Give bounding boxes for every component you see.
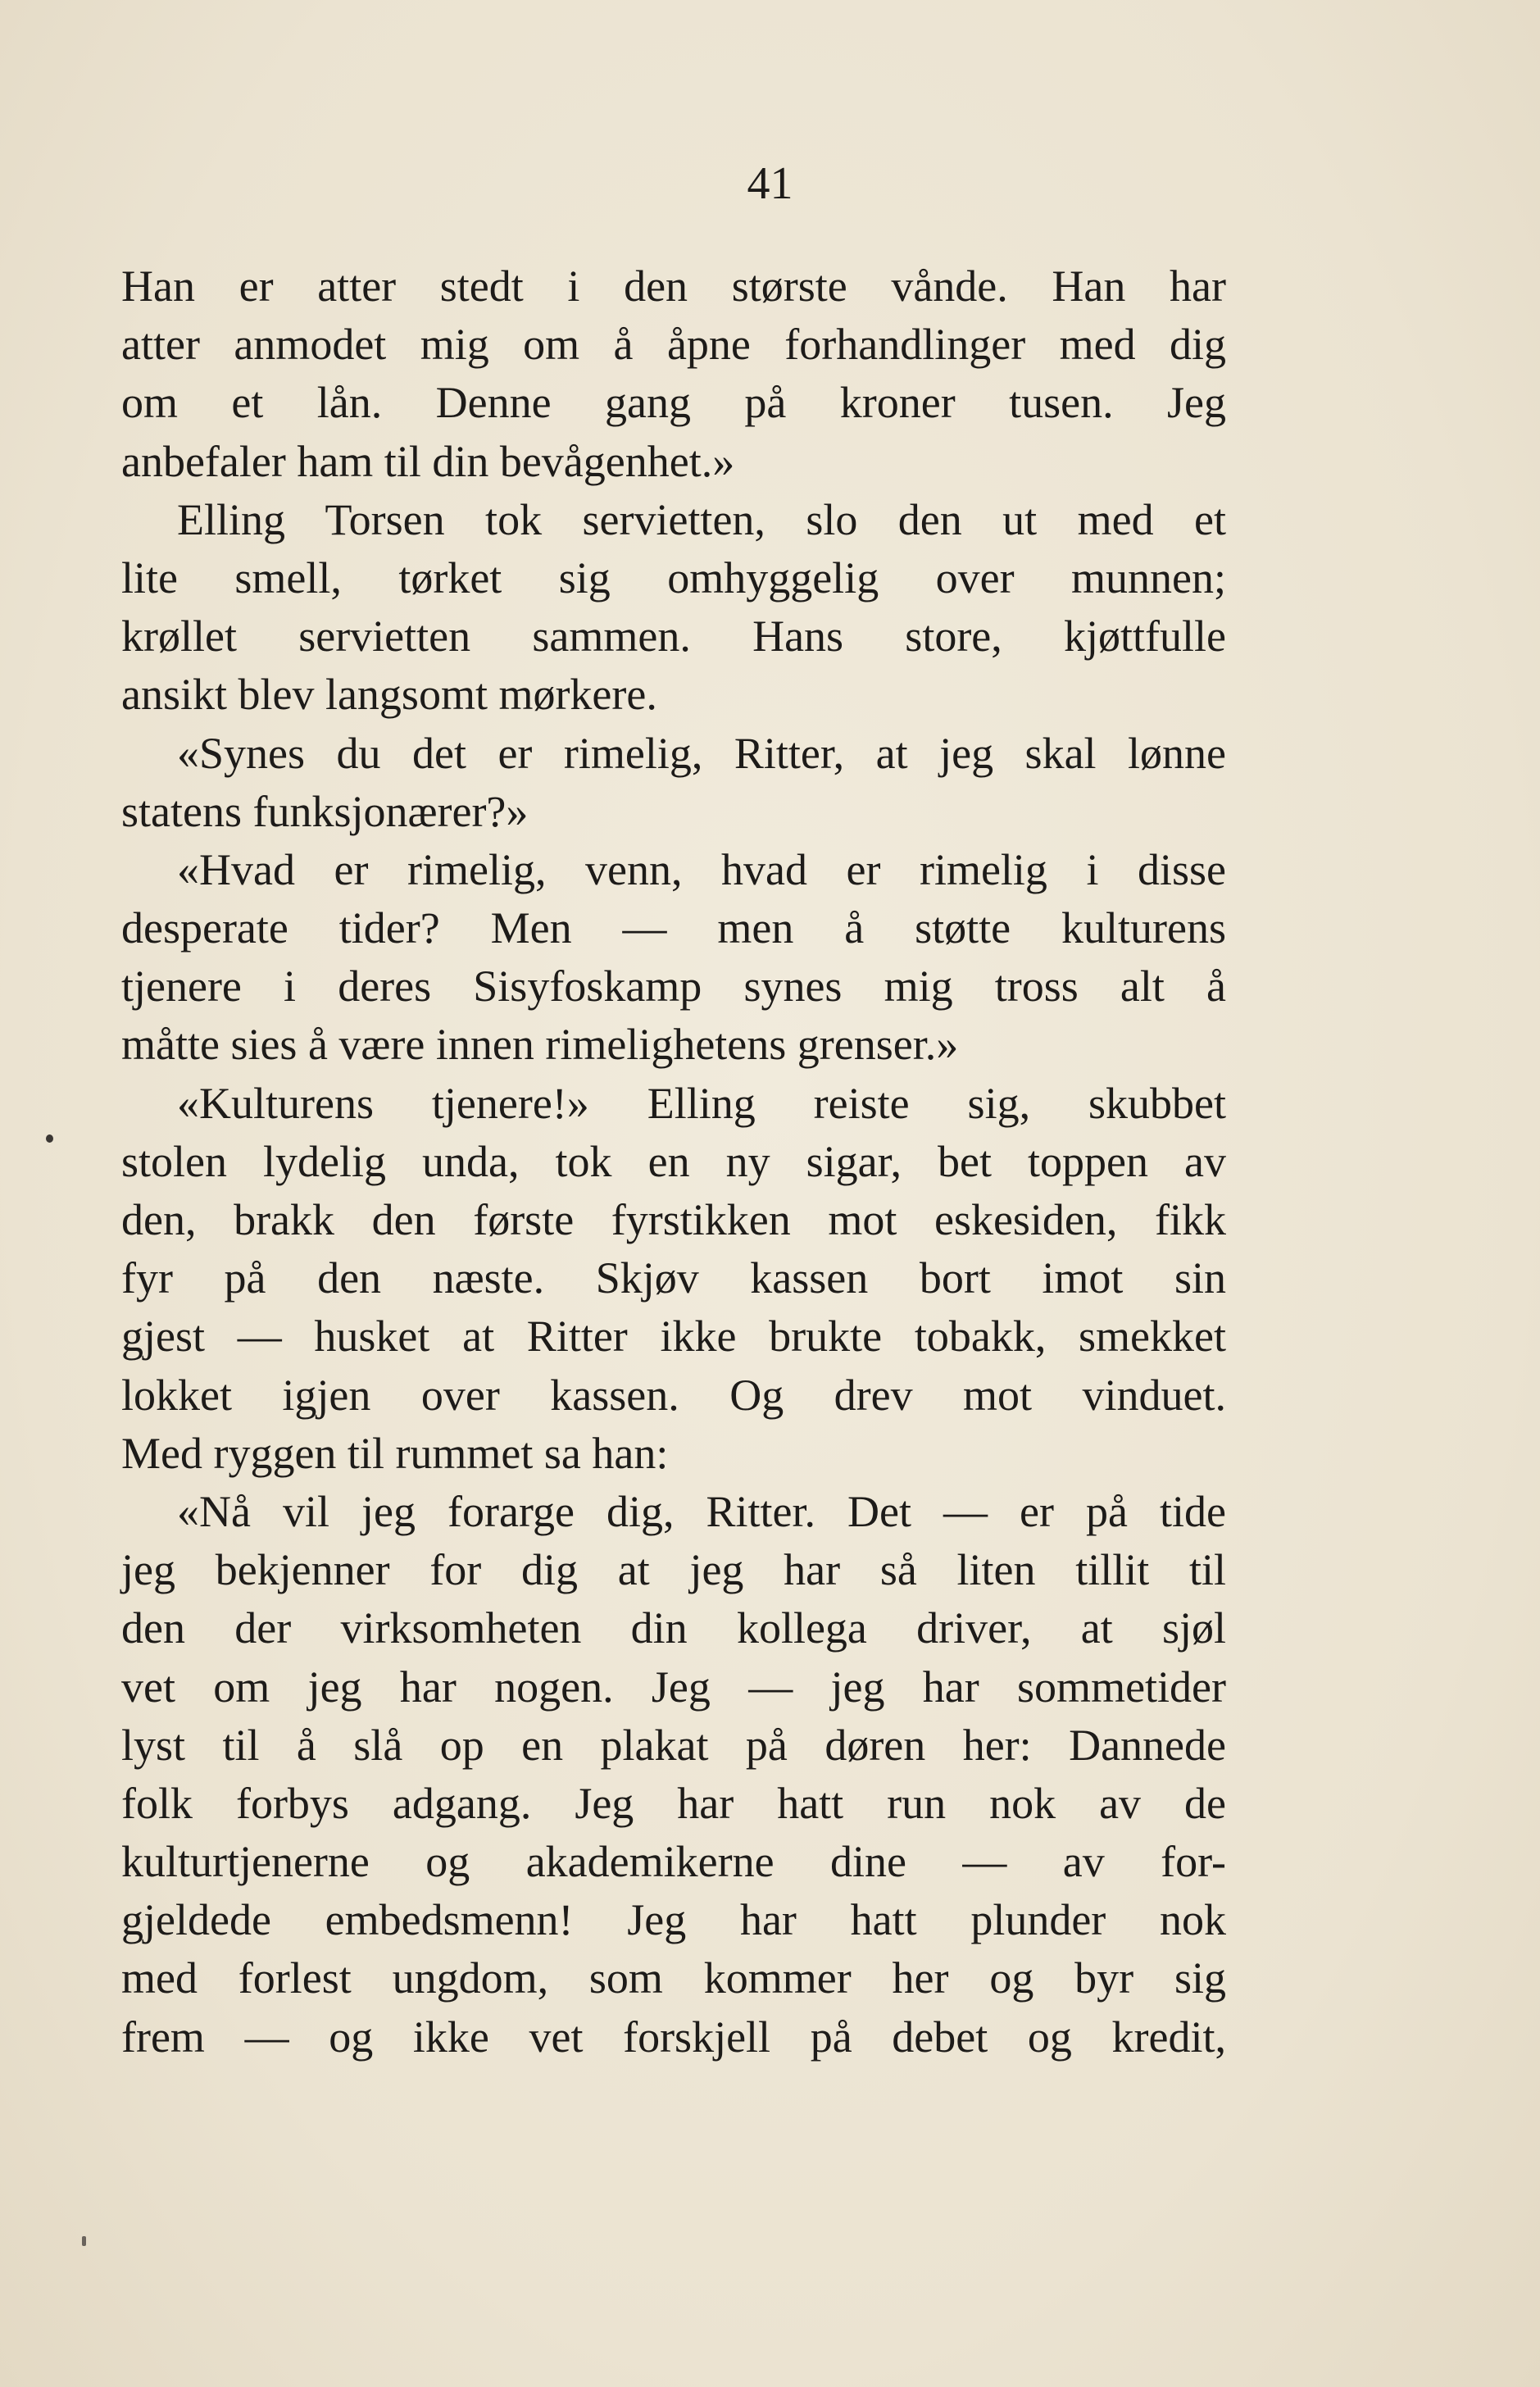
- text-line: Elling Torsen tok servietten, slo den ut med et: [177, 494, 1226, 544]
- text-line: desperate tider? Men — men å støtte kulturens: [121, 903, 1226, 953]
- text-line: lyst til å slå op en plakat på døren her: Dannede: [121, 1720, 1226, 1770]
- text-line: kulturtjenerne og akademikerne dine — av for-: [121, 1837, 1226, 1887]
- text-line: fyr på den næste. Skjøv kassen bort imot sin: [121, 1253, 1226, 1303]
- text-line: «Synes du det er rimelig, Ritter, at jeg skal lønne: [177, 728, 1226, 778]
- text-line: Han er atter stedt i den største vånde. Han har: [121, 261, 1226, 311]
- text-line: «Hvad er rimelig, venn, hvad er rimelig i disse: [177, 844, 1226, 894]
- text-line: atter anmodet mig om å åpne forhandlinger med dig: [121, 320, 1226, 370]
- text-line: om et lån. Denne gang på kroner tusen. Jeg: [121, 378, 1226, 428]
- text-line: den der virksomheten din kollega driver, at sjøl: [121, 1603, 1226, 1653]
- text-line: den, brakk den første fyrstikken mot eskesiden, fikk: [121, 1195, 1226, 1244]
- text-line: lite smell, tørket sig omhyggelig over munnen;: [121, 552, 1226, 602]
- text-line: måtte sies å være innen rimelighetens grenser.»: [121, 1020, 959, 1070]
- text-line: anbefaler ham til din bevågenhet.»: [121, 436, 735, 486]
- page-number: 41: [747, 158, 793, 209]
- text-line: stolen lydelig unda, tok en ny sigar, bet toppen av: [121, 1136, 1226, 1186]
- text-line: med forlest ungdom, som kommer her og byr sig: [121, 1953, 1226, 2003]
- text-line: ansikt blev langsomt mørkere.: [121, 670, 657, 720]
- text-line: jeg bekjenner for dig at jeg har så liten tillit til: [121, 1545, 1226, 1595]
- text-line: krøllet servietten sammen. Hans store, kjøttfulle: [121, 612, 1226, 662]
- text-line: Med ryggen til rummet sa han:: [121, 1428, 669, 1478]
- text-line: «Kulturens tjenere!» Elling reiste sig, skubbet: [177, 1078, 1226, 1128]
- text-line: vet om jeg har nogen. Jeg — jeg har sommetider: [121, 1662, 1226, 1712]
- text-line: statens funksjonærer?»: [121, 786, 529, 836]
- ink-speck: [46, 1134, 53, 1143]
- text-line: frem — og ikke vet forskjell på debet og kredit,: [121, 2012, 1226, 2062]
- body-text: [121, 257, 1226, 2066]
- ink-speck: [82, 2236, 86, 2246]
- text-line: gjest — husket at Ritter ikke brukte tobakk, smekket: [121, 1312, 1226, 1362]
- text-line: lokket igjen over kassen. Og drev mot vinduet.: [121, 1370, 1226, 1420]
- text-line: gjeldede embedsmenn! Jeg har hatt plunder nok: [121, 1895, 1226, 1945]
- text-line: folk forbys adgang. Jeg har hatt run nok av de: [121, 1778, 1226, 1828]
- text-line: «Nå vil jeg forarge dig, Ritter. Det — er på tide: [177, 1486, 1226, 1536]
- text-line: tjenere i deres Sisyfoskamp synes mig tross alt å: [121, 962, 1226, 1012]
